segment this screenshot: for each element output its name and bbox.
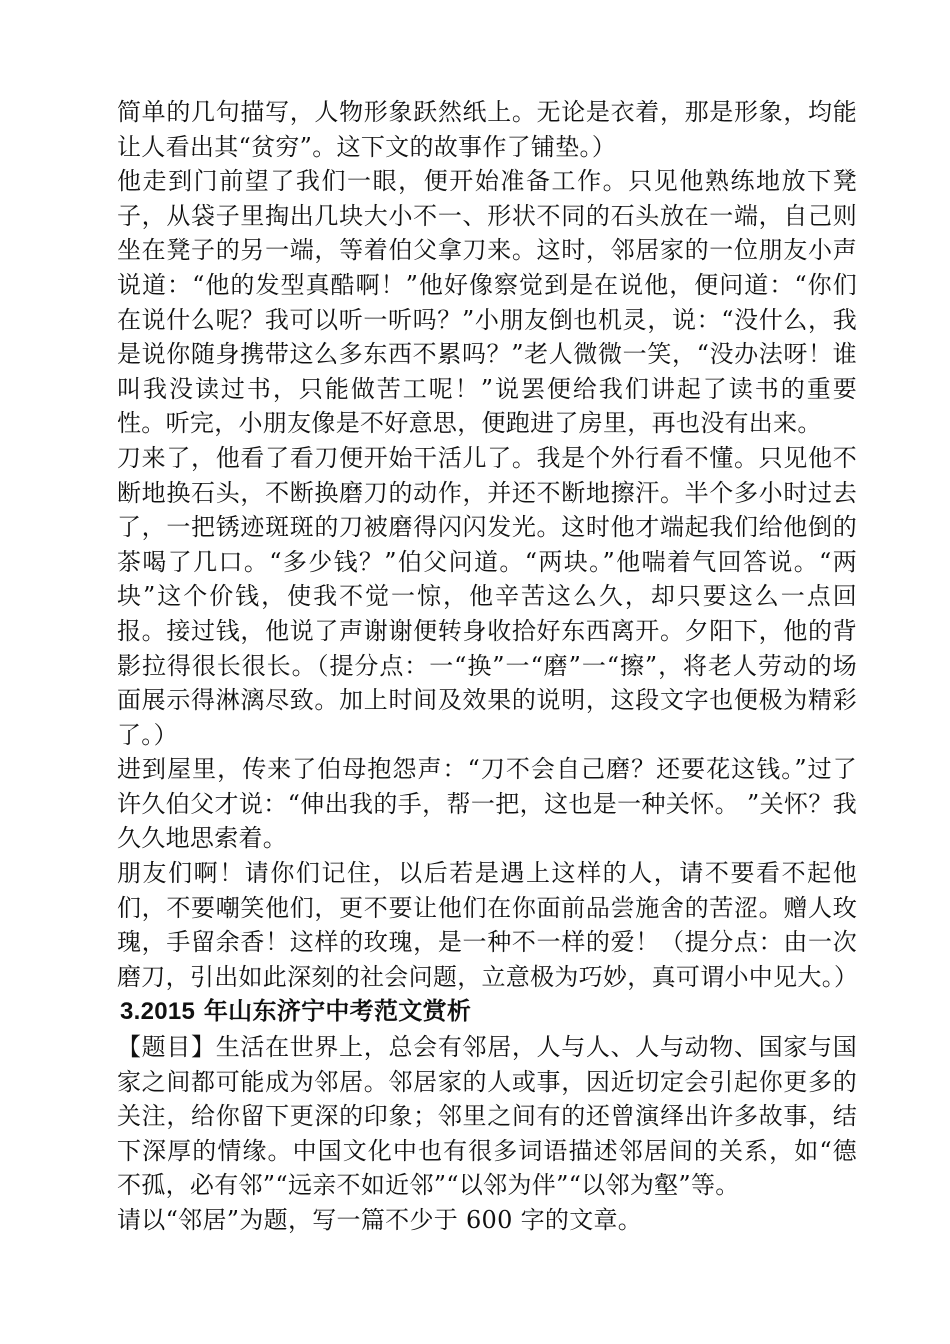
section-number: 3.2015 [120,998,196,1026]
paragraph-prompt-task: 请以“邻居”为题，写一篇不少于 600 字的文章。 [117,1206,643,1234]
paragraph-work-start: 他走到门前望了我们一眼，便开始准备工作。只见他熟练地放下凳子，从袋子里掏出几块大小不一、形状不同的石头放在一端，自己则坐在凳子的另一端，等着伯父拿刀来。这时，邻居家的一位朋友小声说道：“他的发型真酷啊！”他好像察觉到是在说他，便问道：“你们在说什么呢？我可以听一听吗？”小朋友倒也机灵，说：“没什么，我是说你随身携带这么多东西不累吗？”老人微微一笑，“没办法呀！谁叫我没读过书，只能做苦工呢！”说罢便给我们讲起了读书的重要性。听完，小朋友像是不好意思，便跑进了房里，再也没有出来。 [117,167,857,438]
paragraph-prompt-topic: 【题目】生活在世界上，总会有邻居，人与人、人与动物、国家与国家之间都可能成为邻居。邻居家的人或事，因近切定会引起你更多的关注，给你留下更深的印象；邻里之间有的还曾演绎出许多故事，结下深厚的情缘。中国文化中也有很多词语描述邻居间的关系，如“德不孤，必有邻”“远亲不如近邻”“以邻为伴”“以邻为壑”等。 [117,1033,857,1200]
paragraph-intro-comment: 简单的几句描写，人物形象跃然纸上。无论是衣着，那是形象，均能让人看出其“贫穷”。这下文的故事作了铺垫。） [117,98,857,161]
document-page [117,95,857,1238]
paragraph-aunt: 进到屋里，传来了伯母抱怨声：“刀不会自己磨？还要花这钱。”过了许久伯父才说：“伸出我的手，帮一把，这也是一种关怀。 ”关怀？我久久地思索着。 [117,755,857,853]
section-title: 年山东济宁中考范文赏析 [195,996,472,1026]
section-heading [117,994,857,1030]
paragraph-sharpening: 刀来了，他看了看刀便开始干活儿了。我是个外行看不懂。只见他不断地换石头，不断换磨刀的动作，并还不断地擦汗。半个多小时过去了，一把锈迹斑斑的刀被磨得闪闪发光。这时他才端起我们给他倒的茶喝了几口。“多少钱？”伯父问道。“两块。”他喘着气回答说。“两块”这个价钱，使我不觉一惊，他辛苦这么久，却只要这么一点回报。接过钱，他说了声谢谢便转身收拾好东西离开。夕阳下，他的背影拉得很长很长。（提分点：一“换”一“磨”一“擦”，将老人劳动的场面展示得淋漓尽致。加上时间及效果的说明，这段文字也便极为精彩了。） [117,443,857,749]
paragraph-friends: 朋友们啊！请你们记住，以后若是遇上这样的人，请不要看不起他们，不要嘲笑他们，更不要让他们在你面前品尝施舍的苦涩。赠人玫瑰，手留余香！这样的玫瑰，是一种不一样的爱！（提分点：由一次磨刀，引出如此深刻的社会问题，立意极为巧妙，真可谓小中见大。） [117,859,859,991]
